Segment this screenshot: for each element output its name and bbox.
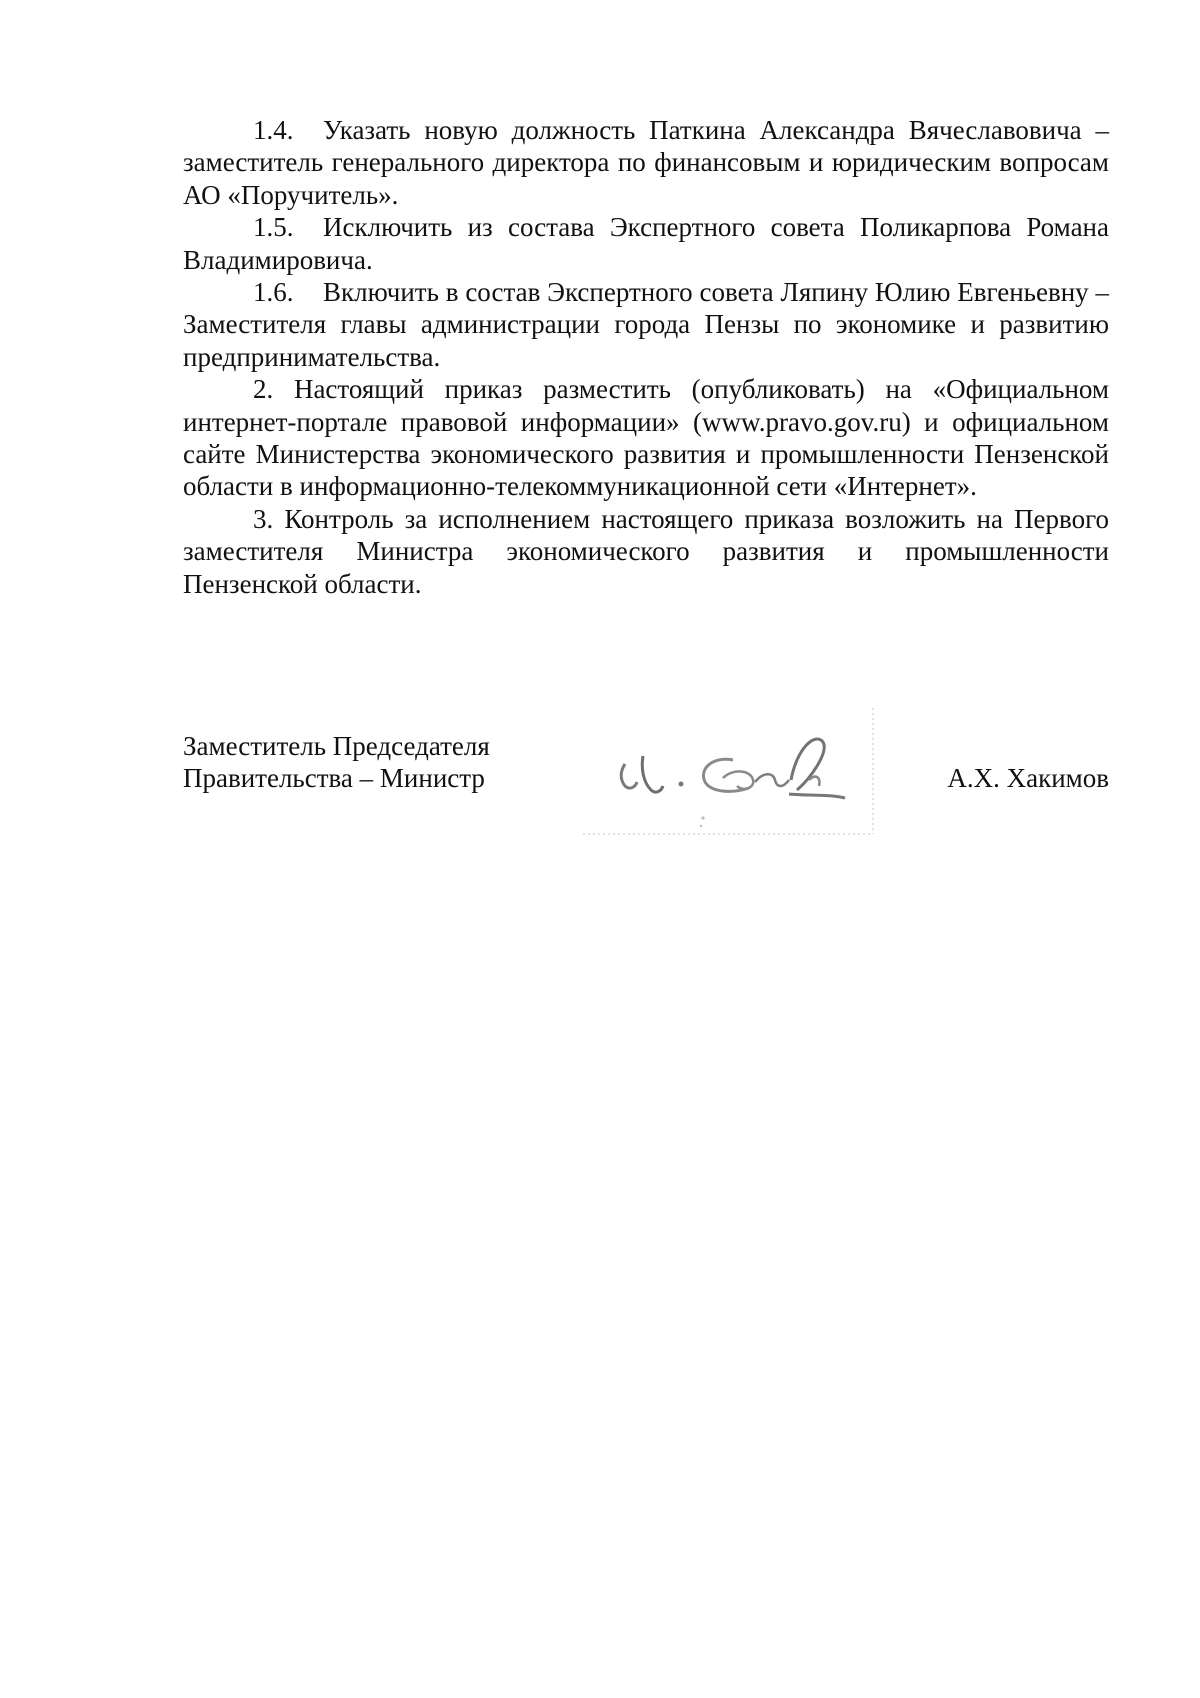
paragraph-1-4 (183, 114, 1109, 211)
paragraph-text: 3. Контроль за исполнением настоящего приказа возложить на Первого заместителя Министра экономического развития и промышленности Пензенской области. (183, 503, 1109, 599)
handwritten-signature (583, 708, 891, 838)
paragraph-text: Указать новую должность Паткина Александра Вячеславовича – заместитель генерального директора по финансовым и юридическим вопросам АО «Поручитель». (183, 115, 1109, 210)
signature-block (183, 730, 1109, 870)
paragraph-1-6 (183, 276, 1109, 373)
paragraph-3 (183, 503, 1109, 600)
paragraph-text: 2. Настоящий приказ разместить (опубликовать) на «Официальном интернет-портале правовой информации» (www.pravo.gov.ru) и официальном сайте Министерства экономического развития и промышленности Пензенской области в информационно-телекоммуникационной сети «Интернет». (183, 374, 1109, 502)
paragraph-text: Исключить из состава Экспертного совета Поликарпова Романа Владимировича. (183, 212, 1109, 275)
paragraph-2 (183, 373, 1109, 503)
signer-title-line-1: Заместитель Председателя (183, 731, 490, 761)
paragraph-text: Включить в состав Экспертного совета Ляпину Юлию Евгеньевну – Заместителя главы администрации города Пензы по экономике и развитию предпринимательства. (183, 277, 1109, 372)
signer-name: А.Х. Хакимов (947, 763, 1109, 794)
paragraph-number: 1.6. (253, 277, 294, 308)
paragraph-number: 1.5. (253, 212, 294, 243)
document-body (183, 114, 1109, 600)
paragraph-number: 1.4. (253, 115, 294, 145)
paragraph-1-5 (183, 211, 1109, 276)
signer-title-line-2: Правительства – Министр (183, 763, 485, 794)
signer-title (183, 730, 490, 795)
